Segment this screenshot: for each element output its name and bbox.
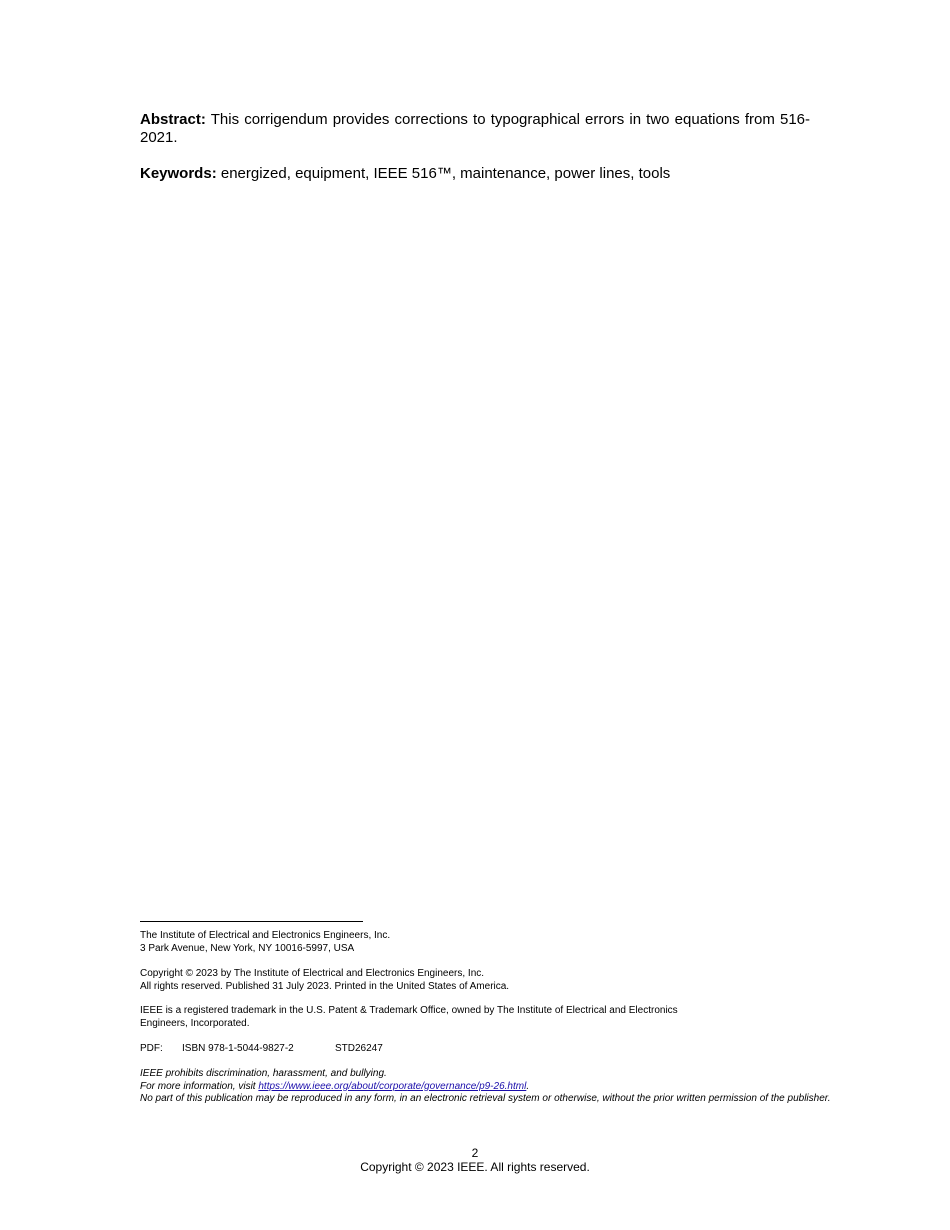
abstract-paragraph: [140, 111, 810, 147]
rights-line: All rights reserved. Published 31 July 2023. Printed in the United States of America.: [140, 980, 510, 992]
policy-block: [140, 1068, 831, 1106]
page-number: 2: [471, 1146, 479, 1160]
keywords-label: Keywords:: [140, 165, 217, 182]
footer-copyright: Copyright © 2023 IEEE. All rights reserved.: [360, 1160, 590, 1174]
trademark-line-2: Engineers, Incorporated.: [140, 1017, 250, 1029]
footnote-divider: [140, 921, 363, 922]
pdf-isbn: ISBN 978-1-5044-9827-2: [182, 1043, 294, 1054]
governance-policy-link[interactable]: https://www.ieee.org/about/corporate/governance/p9-26.html: [258, 1080, 527, 1092]
info-suffix: .: [526, 1080, 530, 1092]
info-prefix: For more information, visit: [140, 1080, 259, 1092]
trademark-block: [140, 1005, 820, 1030]
keywords-text: energized, equipment, IEEE 516™, maintenance, power lines, tools: [220, 165, 671, 182]
keywords-paragraph: [140, 165, 810, 183]
pdf-identifier-row: [140, 1043, 820, 1056]
trademark-line-1: IEEE is a registered trademark in the U.S. Patent & Trademark Office, owned by The Institute of Electrical and Electronics: [140, 1005, 678, 1016]
publisher-name: The Institute of Electrical and Electronics Engineers, Inc.: [140, 930, 391, 941]
copyright-block: [140, 968, 820, 993]
publisher-address: 3 Park Avenue, New York, NY 10016-5997, USA: [140, 942, 355, 954]
pdf-std-number: STD26247: [335, 1043, 383, 1054]
abstract-text: This corrigendum provides corrections to typographical errors in two equations from 516-2021.: [140, 111, 810, 146]
reproduction-notice: No part of this publication may be reproduced in any form, in an electronic retrieval system or otherwise, without the prior written permission of the publisher.: [140, 1093, 831, 1104]
info-line: [140, 1081, 820, 1094]
policy-line: IEEE prohibits discrimination, harassment, and bullying.: [140, 1068, 387, 1079]
publisher-block: [140, 930, 820, 955]
abstract-label: Abstract:: [140, 111, 206, 128]
pdf-label: PDF:: [140, 1043, 163, 1054]
copyright-line: Copyright © 2023 by The Institute of Electrical and Electronics Engineers, Inc.: [140, 968, 485, 979]
